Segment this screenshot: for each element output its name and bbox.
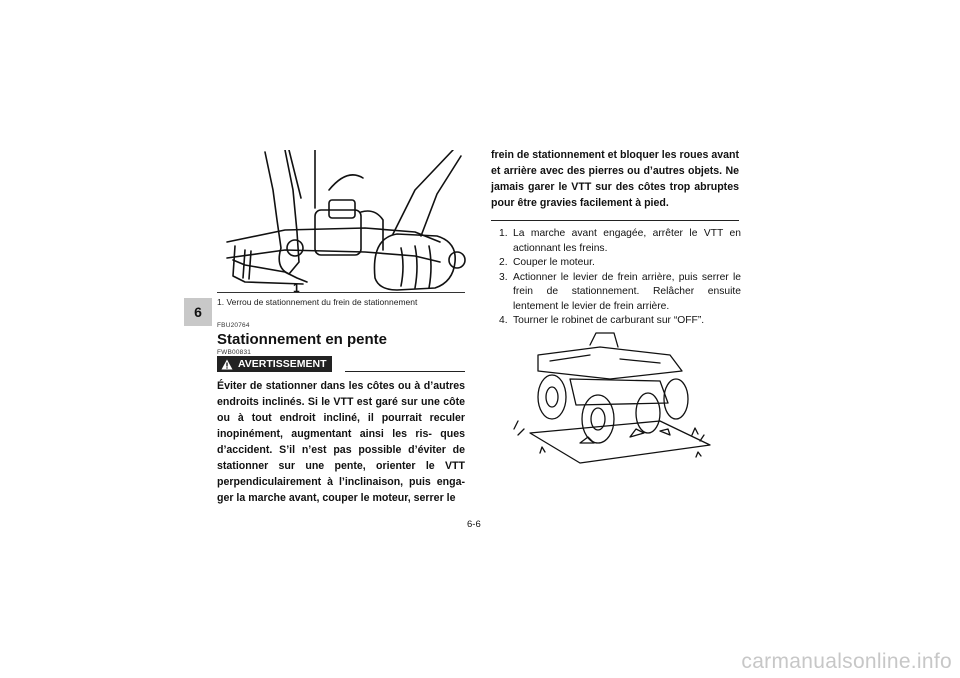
warning-code: FWB00831 bbox=[217, 349, 252, 356]
step-text: Couper le moteur. bbox=[513, 257, 595, 268]
section-code: FBU20764 bbox=[217, 322, 250, 329]
step-text: Tourner le robinet de carburant sur “OFF”. bbox=[513, 315, 705, 326]
atv-on-slope-illustration bbox=[510, 325, 715, 465]
warning-triangle-icon bbox=[221, 359, 233, 370]
list-item bbox=[491, 271, 741, 315]
warning-text-col1: Éviter de stationner dans les côtes ou à d’autres endroits inclinés. Si le VTT est garé sur une côte ou à tout endroit incliné, il pourrait reculer inopinément, augmentant ainsi les ris- ques d’accident. S’il n’est pas possible d’éviter de stationner sur une pente, orienter le VTT perpendiculairement à l’inclinaison, puis enga- ger la marche avant, couper le moteur, serrer le bbox=[217, 380, 465, 504]
warning-end-rule bbox=[491, 220, 739, 221]
step-text: La marche avant engagée, arrêter le VTT en actionnant les freins. bbox=[513, 228, 741, 254]
watermark: carmanualsonline.info bbox=[741, 650, 952, 673]
figure-callout: 1 bbox=[293, 281, 300, 292]
procedure-steps bbox=[491, 227, 741, 329]
warning-rule bbox=[345, 371, 465, 372]
warning-label: AVERTISSEMENT bbox=[238, 358, 327, 370]
warning-banner bbox=[217, 356, 332, 372]
section-title: Stationnement en pente bbox=[217, 331, 388, 348]
parking-brake-illustration bbox=[225, 150, 470, 292]
step-number: 3. bbox=[499, 271, 508, 283]
step-number: 1. bbox=[499, 228, 508, 239]
chapter-tab: 6 bbox=[184, 298, 212, 326]
warning-text-col2: frein de stationnement et bloquer les roues avant et arrière avec des pierres ou d’autres objets. Ne jamais garer le VTT sur des côtes trop abruptes pour être gravies facilement à pied. bbox=[491, 149, 739, 209]
page-number: 6-6 bbox=[467, 519, 481, 530]
figure-divider bbox=[217, 292, 465, 293]
step-number: 4. bbox=[499, 315, 508, 326]
step-text: Actionner le levier de frein arrière, puis serrer le frein de stationnement. Relâcher ensuite lentement le levier de frein arrière. bbox=[513, 271, 741, 312]
list-item bbox=[491, 256, 741, 271]
list-item bbox=[491, 227, 741, 256]
figure-caption: 1. Verrou de stationnement du frein de stationnement bbox=[217, 297, 418, 307]
step-number: 2. bbox=[499, 257, 508, 268]
